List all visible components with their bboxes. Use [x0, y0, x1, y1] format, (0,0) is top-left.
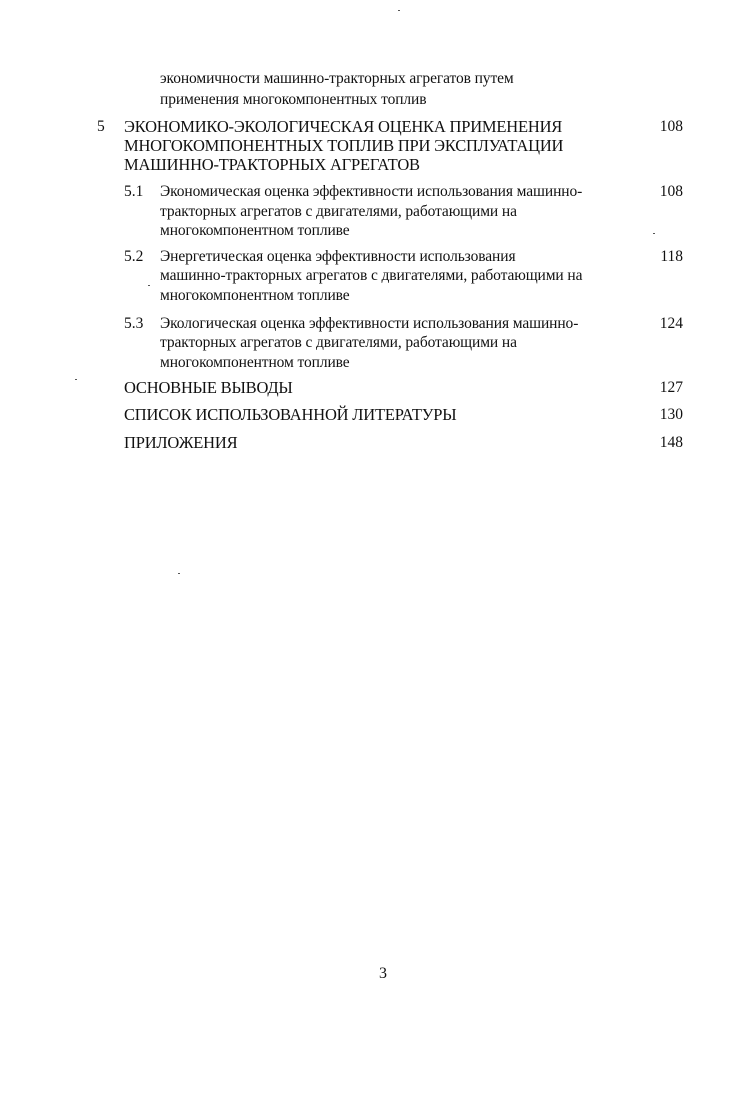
toc-section-5-1-line-2: тракторных агрегатов с двигателями, работающими на	[160, 203, 517, 220]
scan-speck	[148, 285, 150, 286]
scan-speck	[75, 379, 77, 380]
scan-speck	[178, 573, 180, 574]
toc-section-5-3-line-1: Экологическая оценка эффективности использования машинно-	[160, 315, 579, 332]
scan-speck	[653, 233, 655, 234]
toc-section-5-3-line-3: многокомпонентном топливе	[160, 354, 350, 371]
toc-chapter-5-number: 5	[97, 118, 105, 135]
toc-section-5-2-number: 5.2	[124, 248, 144, 265]
toc-section-5-3-number: 5.3	[124, 315, 144, 332]
toc-section-5-3-line-2: тракторных агрегатов с двигателями, работающими на	[160, 334, 517, 351]
toc-conclusions-page: 127	[659, 379, 683, 396]
scan-speck	[398, 10, 400, 11]
toc-chapter-5-title-line-1: ЭКОНОМИКО-ЭКОЛОГИЧЕСКАЯ ОЦЕНКА ПРИМЕНЕНИЯ	[124, 117, 563, 136]
toc-continuation-line-1: экономичности машинно-тракторных агрегатов путем	[160, 70, 514, 87]
toc-section-5-3-page: 124	[659, 315, 683, 332]
toc-section-5-1-line-1: Экономическая оценка эффективности использования машинно-	[160, 183, 583, 200]
toc-section-5-1-number: 5.1	[124, 183, 144, 200]
toc-section-5-1-page: 108	[659, 183, 683, 200]
toc-section-5-2-line-1: Энергетическая оценка эффективности использования	[160, 248, 516, 265]
toc-chapter-5-title-line-2: МНОГОКОМПОНЕНТНЫХ ТОПЛИВ ПРИ ЭКСПЛУАТАЦИИ	[124, 136, 564, 155]
toc-section-5-2-line-2: машинно-тракторных агрегатов с двигателями, работающими на	[160, 267, 583, 284]
toc-chapter-5-page: 108	[659, 118, 683, 135]
toc-continuation-line-2: применения многокомпонентных топлив	[160, 91, 427, 108]
toc-references-page: 130	[659, 406, 683, 423]
toc-appendices-page: 148	[659, 434, 683, 451]
toc-references-label: СПИСОК ИСПОЛЬЗОВАННОЙ ЛИТЕРАТУРЫ	[124, 405, 457, 424]
toc-conclusions-label: ОСНОВНЫЕ ВЫВОДЫ	[124, 378, 293, 397]
toc-appendices-label: ПРИЛОЖЕНИЯ	[124, 433, 238, 452]
page-number: 3	[379, 965, 387, 982]
toc-section-5-2-line-3: многокомпонентном топливе	[160, 287, 350, 304]
toc-chapter-5-title-line-3: МАШИННО-ТРАКТОРНЫХ АГРЕГАТОВ	[124, 155, 420, 174]
toc-section-5-1-line-3: многокомпонентном топливе	[160, 222, 350, 239]
toc-section-5-2-page: 118	[660, 248, 683, 265]
